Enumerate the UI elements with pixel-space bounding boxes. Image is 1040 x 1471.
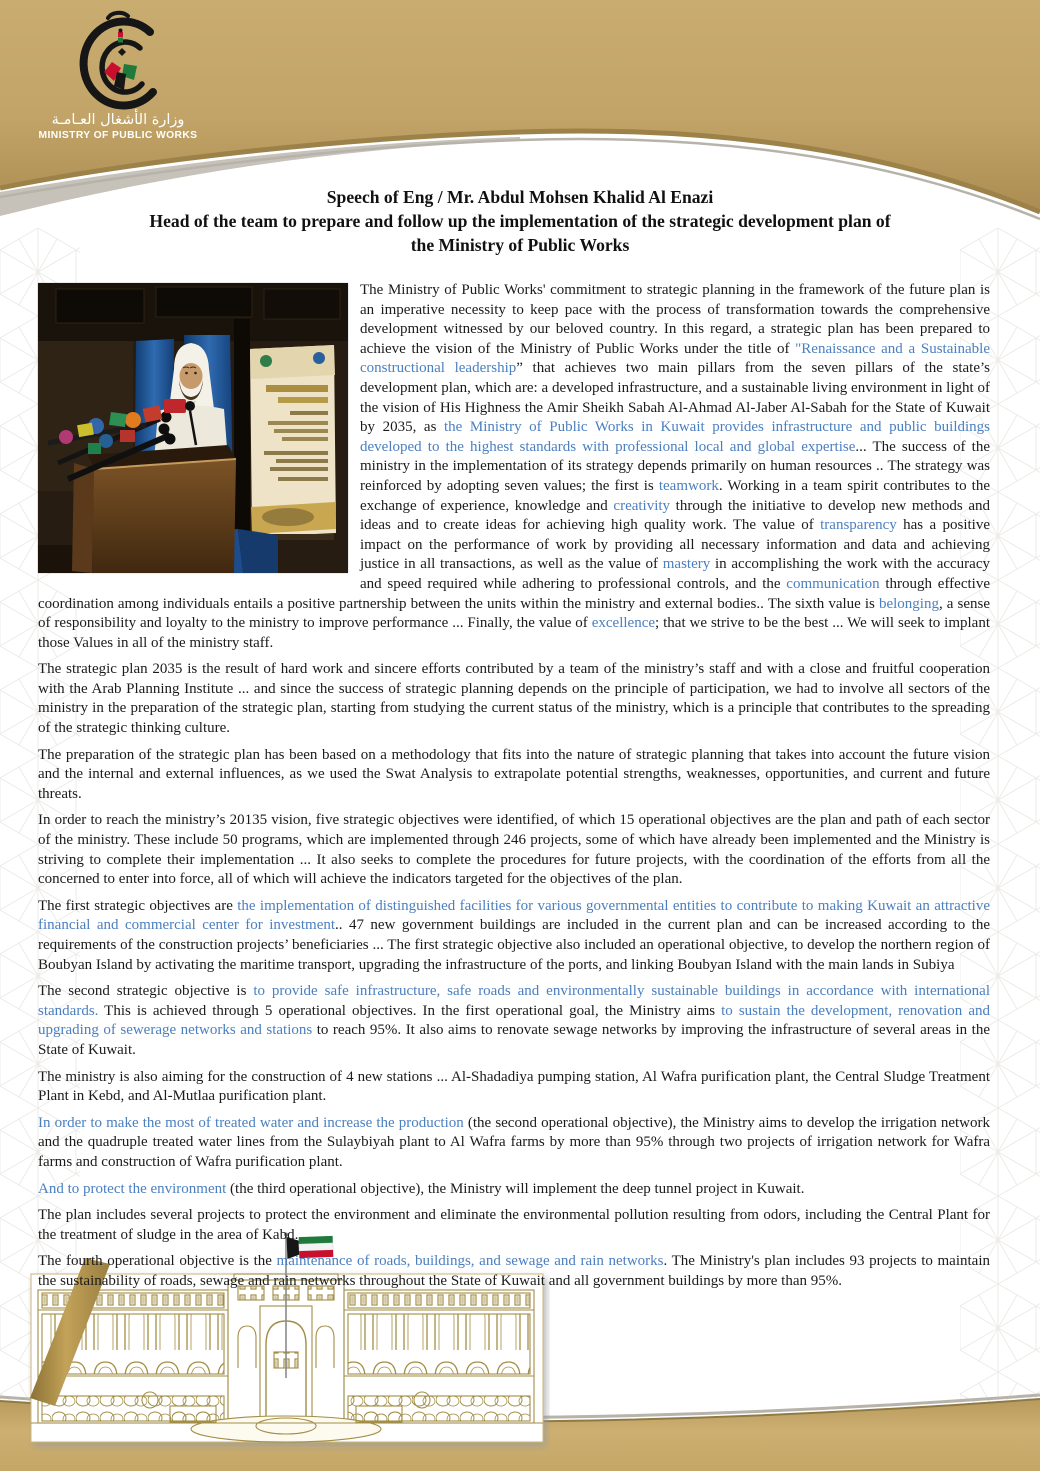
body-text: through effective coordination among individuals entails a positive partnership between the units within the ministry and external bodies.. The sixth value is — [38, 575, 990, 612]
body-text: has a positive impact on the performance of work by providing all necessary information and data and achieving justice in all transactions, as well as the value of — [360, 517, 990, 573]
body-text: The strategic plan 2035 is the result of hard work and sincere efforts contributed by a team of the ministry’s staff and with a close and fruitful cooperation with the Arab Planning Institute ... and since the success of strategic planning depends on the principle of participation, we had to involve all sectors of the ministry in the preparation of the strategic plan, starting from studying the current status of the ministry, which is a principle that contributes to the spreading of the strategic thinking culture. — [38, 661, 990, 737]
highlighted-text: maintenance of roads, buildings, and sewage and rain networks — [276, 1253, 664, 1270]
article-paragraph — [38, 811, 990, 889]
body-text: (the second operational objective), the Ministry aims to develop the irrigation network and the quadruple treated water lines from the Sulaybiyah plant to Al Wafra farms by more than 95% through two projects of irrigation network for Wafra farms and construction of Wafra purification plant. — [38, 1114, 990, 1170]
body-text: The plan includes several projects to protect the environment and eliminate the environmental pollution resulting from odors, including the Central Plant for the treatment of sludge in the area of Kabd. — [38, 1207, 990, 1243]
body-text: This is achieved through 5 operational objectives. In the first operational goal, the Ministry aims — [98, 1002, 722, 1019]
logo-arabic-name: وزارة الأشغال العـامـة — [51, 112, 185, 128]
highlighted-text: communication — [786, 575, 880, 592]
highlighted-text: In order to make the most of treated water and increase the production — [38, 1114, 464, 1131]
photo-ceiling — [38, 283, 348, 341]
body-text: through the initiative to develop new methods and ideas and to create ideas for achieving high quality work. The value of — [360, 497, 990, 534]
body-text: .. 47 new government buildings are included in the current plan and can be increased according to the requirements of the construction projects’ beneficiaries ... The first strategic objective also included an operational objective, to develop the northern region of Boubyan Island by activating the maritime transport, upgrading the infrastructure of the ports, and linking Boubyan Island with the main lands in Subiya — [38, 917, 991, 973]
highlighted-text: excellence — [591, 615, 656, 632]
title-line-3: the Ministry of Public Works — [410, 235, 630, 255]
article-body — [38, 281, 990, 1299]
article-paragraph — [38, 1114, 990, 1173]
highlighted-text: to provide safe infrastructure, safe roads and environmentally sustainable buildings in accordance with international standards. — [38, 983, 990, 1019]
body-text: . Working in a team spirit contributes to the exchange of experience, knowledge and — [360, 477, 990, 514]
body-text: ... The success of the ministry in the implementation of its strategy depends primarily on human resources .. The strategy was reinforced by adopting seven values; the first is — [360, 438, 990, 494]
body-text: to reach 95%. It also aims to renovate sewage networks by improving the infrastructure of several areas in the State of Kuwait. — [38, 1022, 990, 1058]
article-paragraph — [38, 1180, 990, 1200]
highlighted-text: "Renaissance and a Sustainable constructional leadership — [360, 340, 991, 377]
building-facade — [31, 1274, 543, 1442]
article-paragraph — [38, 982, 990, 1060]
article-paragraph — [38, 897, 990, 975]
body-text: The preparation of the strategic plan has been based on a methodology that fits into the nature of strategic planning that takes into account the future vision and the internal and external influences, as we used the Swat Analysis to extrapolate potential strengths, weaknesses, opportunities, and current and future threats. — [38, 746, 990, 802]
highlighted-text: transparency — [820, 517, 897, 534]
body-text: . The Ministry's plan includes 93 projects to maintain the sustainability of roads, sewage and rain networks throughout the State of Kuwait and all government buildings by more than 95%. — [38, 1253, 990, 1289]
body-text: , a sense of responsibility and loyalty to the ministry to improve performance ... Finally, the value of — [38, 595, 990, 632]
ministry-logo — [28, 6, 208, 141]
ministry-logo-swirl-icon — [58, 6, 178, 118]
highlighted-text: belonging — [878, 595, 939, 612]
body-text: The Ministry of Public Works' commitment to strategic planning in the framework of the future plan is an imperative necessity to keep pace with the process of transformation towards the comprehensive development witnessed by our beloved country. In this regard, a strategic plan has been prepared to achieve the vision of the Ministry of Public Works under the title of — [360, 282, 990, 357]
body-text: in accomplishing the work with the accuracy and speed required while adhering to professional controls, and the — [360, 556, 990, 592]
page-title — [0, 185, 1040, 257]
body-text: (the third operational objective), the Ministry will implement the deep tunnel project in Kuwait. — [226, 1180, 805, 1197]
press-conference-photo — [38, 283, 348, 573]
photo-blue-stage-base-shadow — [238, 529, 278, 573]
highlighted-text: mastery — [662, 556, 711, 573]
highlighted-text: the Ministry of Public Works in Kuwait provides infrastructure and public buildings developed to the highest standards with professional local and global expertise — [360, 419, 990, 455]
body-text: ” that achieves two main pillars from the seven pillars of the state’s development plan, which are: a developed infrastructure, and a sustainable living environment in light of the vision of His Highness the Amir Sheikh Sabah Al-Ahmad Al-Jaber Al-Sabah for the State of Kuwait by 2035, as — [360, 360, 990, 436]
body-text: The first strategic objectives are — [38, 897, 238, 914]
article-paragraph — [38, 660, 990, 738]
photo-dark-column — [234, 319, 250, 545]
highlighted-text: the implementation of distinguished facilities for various governmental entities to contribute to making Kuwait an attractive financial and commercial center for investment — [38, 897, 990, 934]
highlighted-text: creativity — [613, 497, 671, 514]
body-text: In order to reach the ministry’s 20135 vision, five strategic objectives were identified, of which 15 operational objectives are the plan and path of each sector of the ministry. These include 50 programs, which are implemented through 246 projects, some of which have already been implemented and the Ministry is striving to complete their implementation ... It also seeks to complete the procedures for future projects, with the coordination of the efforts from all the concerned to enter into force, all of which will achieve the indicators targeted for the objectives of the plan. — [38, 812, 990, 888]
highlighted-text: And to protect the environment — [38, 1180, 227, 1197]
title-line-1: Speech of Eng / Mr. Abdul Mohsen Khalid Al Enazi — [326, 187, 714, 207]
article-paragraph — [38, 1252, 990, 1291]
body-text: ; that we strive to be the best ... We will seek to implant those Values in all of the ministry staff. — [38, 615, 990, 651]
photo-rollup-banner — [250, 345, 336, 540]
article-paragraph — [38, 1206, 990, 1245]
article-paragraph — [38, 746, 990, 805]
body-text: The ministry is also aiming for the construction of 4 new stations ... Al-Shadadiya pumping station, Al Wafra purification plant, the Central Sludge Treatment Plant in Kebd, and Al-Mutlaa purification plant. — [38, 1068, 990, 1105]
logo-english-name: MINISTRY OF PUBLIC WORKS — [38, 130, 198, 141]
article-paragraph — [38, 1068, 990, 1107]
highlighted-text: teamwork — [658, 477, 719, 494]
body-text: The fourth operational objective is the — [38, 1253, 277, 1270]
highlighted-text: to sustain the development, renovation and upgrading of sewerage networks and stations — [38, 1002, 990, 1039]
title-line-2: Head of the team to prepare and follow up the implementation of the strategic development plan of — [149, 211, 891, 231]
body-text: The second strategic objective is — [38, 983, 254, 1000]
